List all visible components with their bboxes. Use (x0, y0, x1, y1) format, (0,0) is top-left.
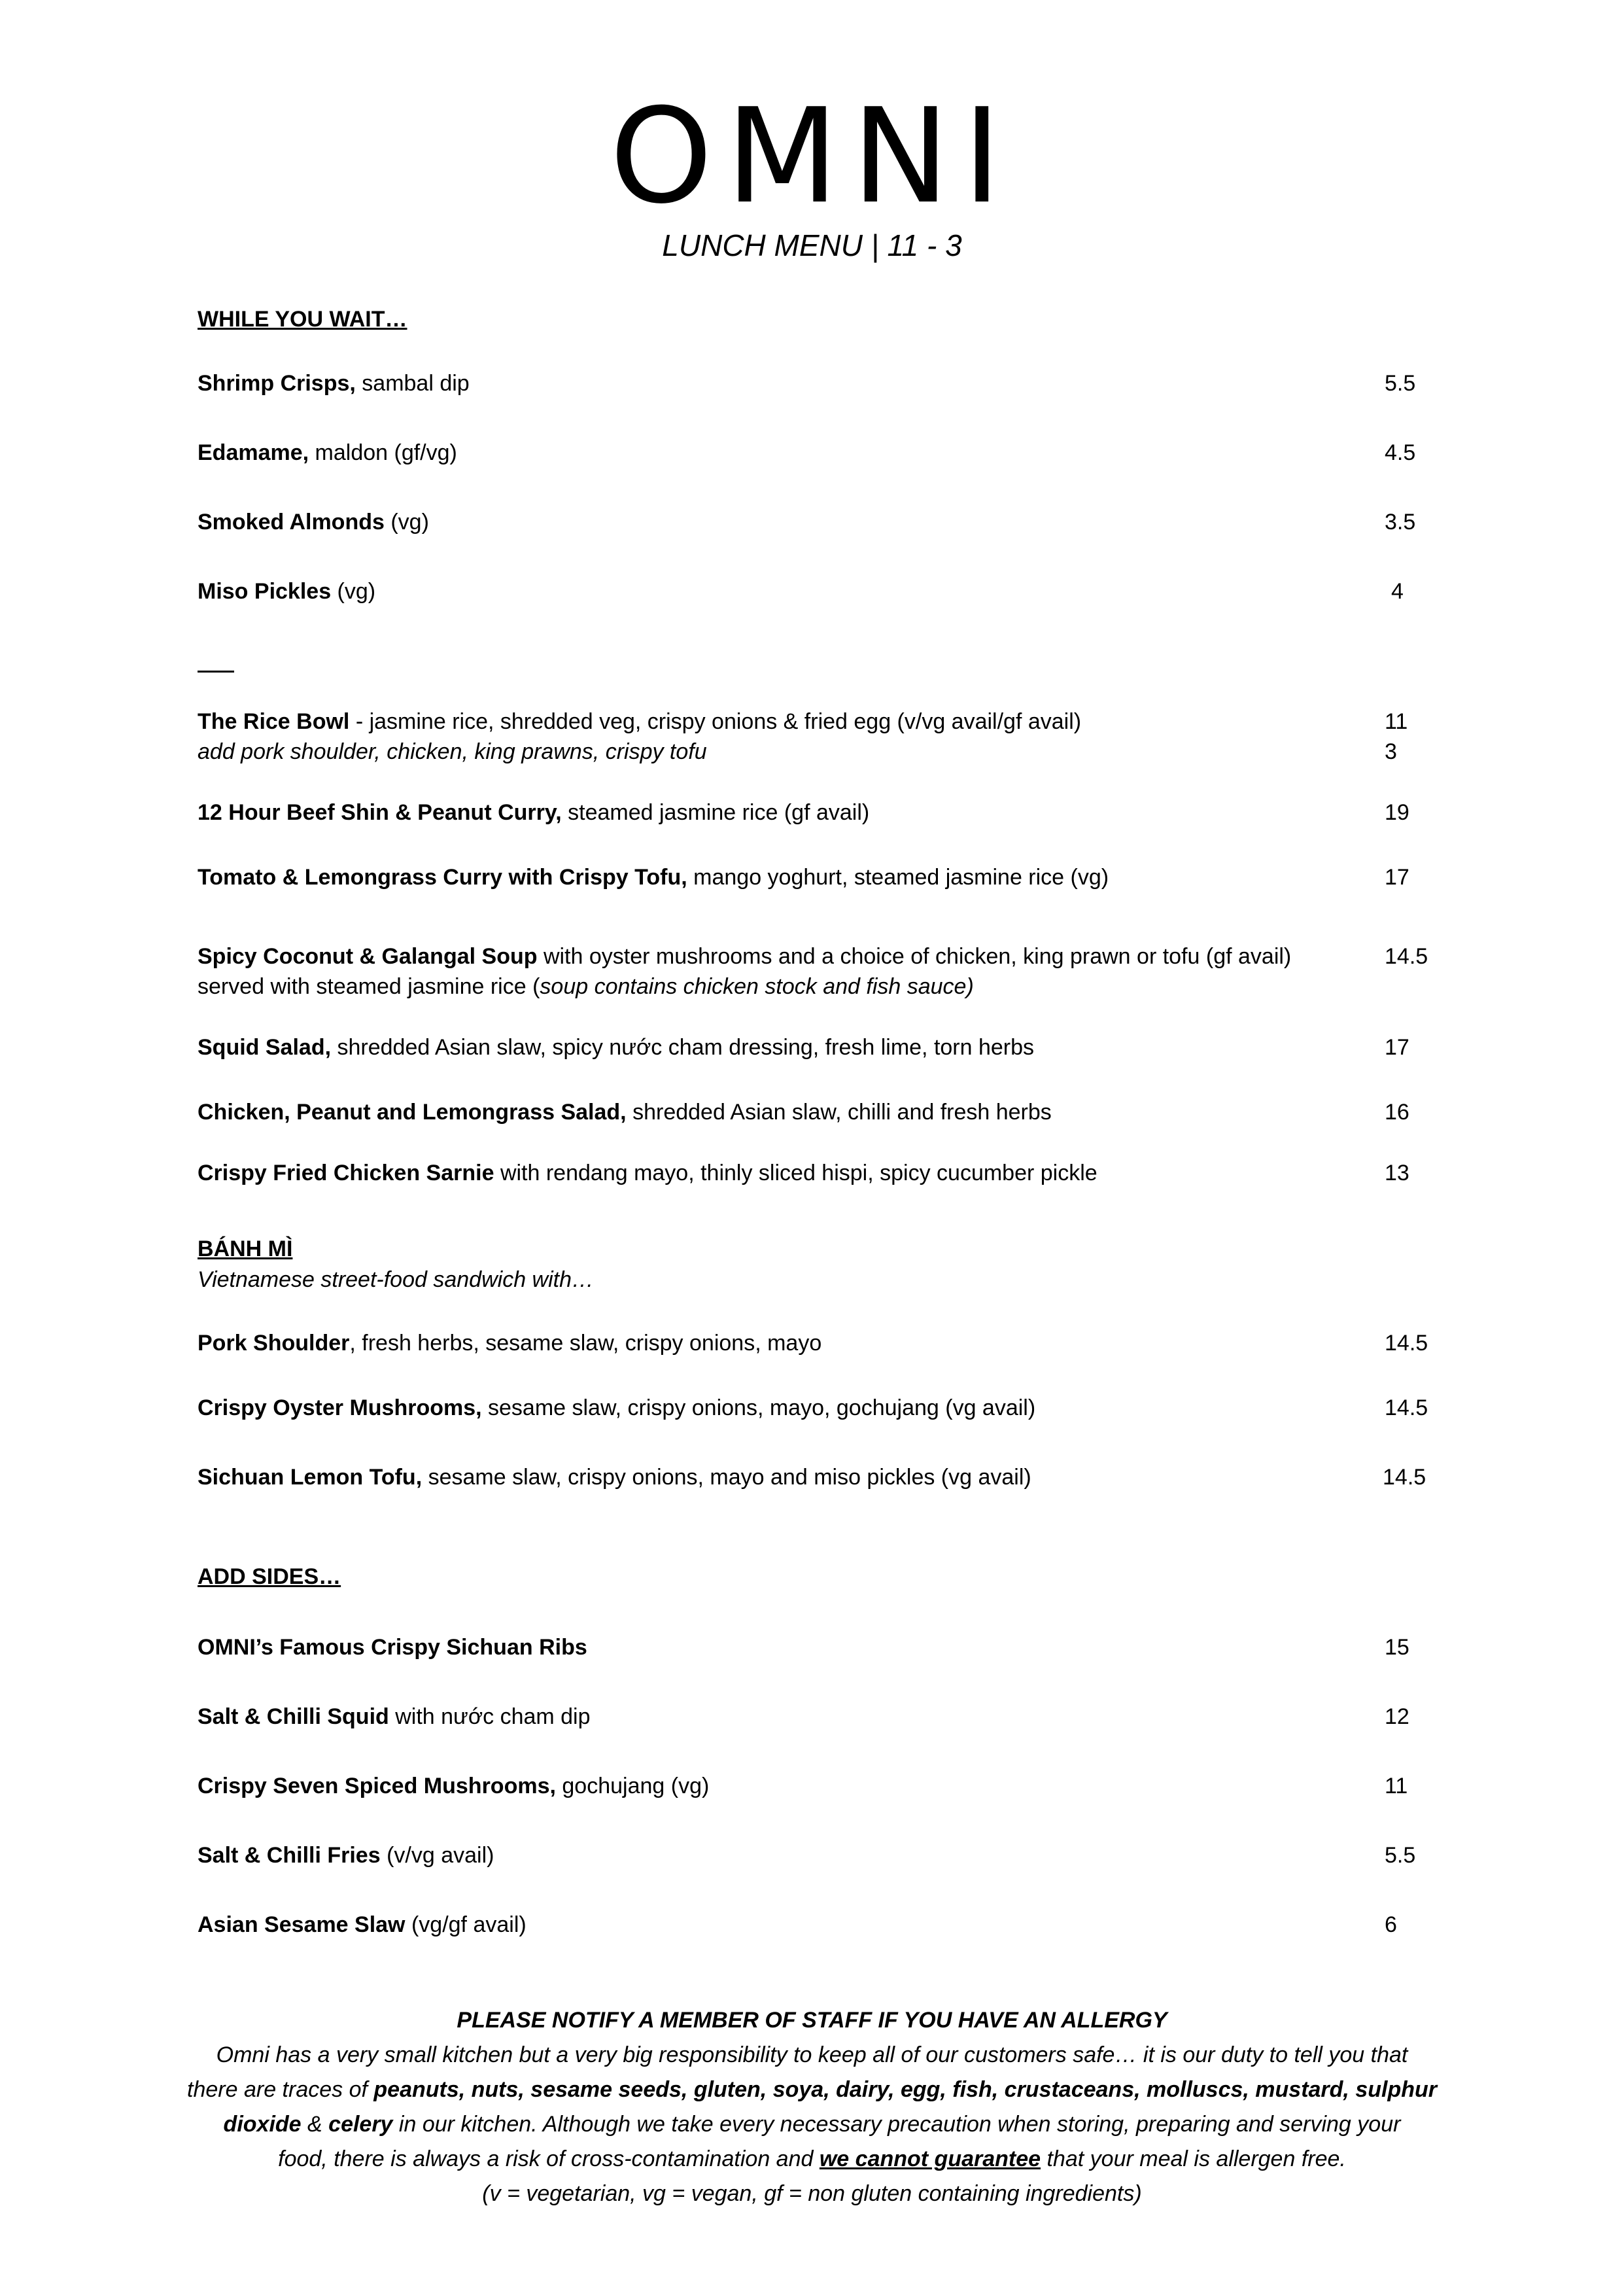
menu-item (198, 797, 1424, 828)
item-detail: mango yoghurt, steamed jasmine rice (vg) (687, 865, 1109, 890)
logo: OMNI (610, 80, 1014, 233)
item-detail: shredded Asian slaw, chilli and fresh herbs (626, 1100, 1052, 1125)
item-name: OMNI’s Famous Crispy Sichuan Ribs (198, 1635, 587, 1660)
addon-price: 3 (1385, 739, 1397, 764)
item-detail: maldon (gf/vg) (309, 440, 457, 465)
menu-item (198, 1910, 1424, 1940)
item-price: 12 (1385, 1704, 1409, 1729)
allergy-text: food, there is always a risk of cross-contamination and (278, 2146, 820, 2171)
section-divider (198, 671, 234, 673)
menu-item (198, 1632, 1424, 1662)
item-name: Salt & Chilli Squid (198, 1704, 389, 1729)
allergen-list: dioxide (223, 2112, 302, 2137)
item-price: 14.5 (1385, 944, 1428, 969)
menu-item (198, 576, 1424, 606)
menu-item (198, 368, 1424, 398)
allergy-text: in our kitchen. Although we take every necessary precaution when storing, preparing and serving your (392, 2112, 1401, 2137)
item-price: 14.5 (1383, 1465, 1426, 1490)
item-detail: (vg) (384, 510, 429, 534)
item-detail: (vg) (331, 579, 376, 604)
item-name: Salt & Chilli Fries (198, 1843, 381, 1868)
menu-item (198, 1158, 1424, 1188)
dietary-key: (v = vegetarian, vg = vegan, gf = non gluten containing ingredients) (482, 2181, 1142, 2206)
item-detail: - jasmine rice, shredded veg, crispy onions & fried egg (v/vg avail/gf avail) (349, 709, 1082, 734)
item-addon: add pork shoulder, chicken, king prawns, crispy tofu (198, 739, 707, 764)
item-name: Smoked Almonds (198, 510, 385, 534)
item-detail: with rendang mayo, thinly sliced hispi, spicy cucumber pickle (494, 1161, 1097, 1185)
item-detail: with nước cham dip (389, 1704, 591, 1729)
item-detail: sambal dip (355, 371, 470, 396)
item-name: Crispy Fried Chicken Sarnie (198, 1161, 494, 1185)
section-heading-add-sides: ADD SIDES… (198, 1564, 341, 1589)
menu-item (198, 1771, 1424, 1801)
item-name: Miso Pickles (198, 579, 332, 604)
item-detail: sesame slaw, crispy onions, mayo, gochujang (vg avail) (481, 1395, 1036, 1420)
menu-item (198, 1702, 1424, 1732)
menu-item (198, 1462, 1424, 1492)
allergy-notice (131, 2003, 1493, 2211)
item-detail-line2: served with steamed jasmine rice ( (198, 974, 540, 999)
allergy-title: PLEASE NOTIFY A MEMBER OF STAFF IF YOU HAVE AN ALLERGY (457, 2008, 1167, 2033)
allergen-list: celery (328, 2112, 393, 2137)
item-name: 12 Hour Beef Shin & Peanut Curry, (198, 800, 562, 825)
menu-item (198, 438, 1424, 468)
menu-item (198, 507, 1424, 537)
item-name: Chicken, Peanut and Lemongrass Salad, (198, 1100, 627, 1125)
item-price: 17 (1385, 865, 1409, 890)
item-name: Asian Sesame Slaw (198, 1912, 406, 1937)
item-detail: (v/vg avail) (380, 1843, 494, 1868)
item-name: Crispy Oyster Mushrooms, (198, 1395, 482, 1420)
allergy-text: there are traces of (187, 2077, 374, 2102)
menu-item (198, 1032, 1424, 1062)
item-name: Squid Salad, (198, 1035, 332, 1060)
allergen-list: peanuts, nuts, sesame seeds, gluten, soya, dairy, egg, fish, crustaceans, molluscs, mustard, sulphur (373, 2077, 1437, 2102)
item-detail: steamed jasmine rice (gf avail) (561, 800, 870, 825)
section-tagline: Vietnamese street-food sandwich with… (198, 1267, 595, 1292)
allergy-text: & (301, 2112, 329, 2137)
item-name: The Rice Bowl (198, 709, 350, 734)
allergy-text: Omni has a very small kitchen but a very big responsibility to keep all of our customers safe… it is our duty to tell you that (216, 2042, 1408, 2067)
menu-item-soup (198, 941, 1428, 1002)
item-name: Spicy Coconut & Galangal Soup (198, 944, 538, 969)
item-price: 14.5 (1385, 1395, 1428, 1420)
menu-item (198, 1097, 1424, 1127)
item-name: Shrimp Crisps, (198, 371, 356, 396)
item-detail: with oyster mushrooms and a choice of chicken, king prawn or tofu (gf avail) (537, 944, 1292, 969)
item-price: 5.5 (1385, 1843, 1416, 1868)
item-price: 4.5 (1385, 440, 1416, 465)
menu-item (198, 1328, 1428, 1358)
item-price: 17 (1385, 1035, 1409, 1060)
section-heading-banh-mi: BÁNH MÌ (198, 1236, 293, 1261)
item-note: soup contains chicken stock and fish sauce) (540, 974, 974, 999)
item-price: 15 (1385, 1635, 1409, 1660)
no-guarantee-text: we cannot guarantee (819, 2146, 1041, 2171)
section-heading-while-you-wait: WHILE YOU WAIT… (198, 307, 407, 332)
item-price: 6 (1385, 1912, 1397, 1937)
item-price: 16 (1385, 1100, 1409, 1125)
menu-item-rice-bowl (198, 707, 1424, 767)
item-price: 11 (1385, 709, 1408, 734)
item-name: Sichuan Lemon Tofu, (198, 1465, 423, 1490)
item-price: 13 (1385, 1161, 1409, 1185)
item-price: 4 (1391, 579, 1404, 604)
item-detail: , fresh herbs, sesame slaw, crispy onions, mayo (349, 1331, 822, 1356)
item-detail: shredded Asian slaw, spicy nước cham dressing, fresh lime, torn herbs (331, 1035, 1035, 1060)
item-detail: gochujang (vg) (555, 1774, 710, 1798)
item-name: Tomato & Lemongrass Curry with Crispy Tofu, (198, 865, 687, 890)
item-detail: (vg/gf avail) (405, 1912, 527, 1937)
item-name: Edamame, (198, 440, 309, 465)
menu-item (198, 1393, 1428, 1423)
item-price: 3.5 (1385, 510, 1416, 534)
item-price: 5.5 (1385, 371, 1416, 396)
menu-item (198, 862, 1424, 892)
allergy-text: that your meal is allergen free. (1041, 2146, 1346, 2171)
item-name: Crispy Seven Spiced Mushrooms, (198, 1774, 556, 1798)
item-price: 11 (1385, 1774, 1408, 1798)
item-name: Pork Shoulder (198, 1331, 350, 1356)
page-subtitle: LUNCH MENU | 11 - 3 (662, 228, 962, 262)
item-price: 19 (1385, 800, 1409, 825)
item-price: 14.5 (1385, 1331, 1428, 1356)
menu-item (198, 1840, 1424, 1870)
item-detail: sesame slaw, crispy onions, mayo and miso pickles (vg avail) (422, 1465, 1031, 1490)
